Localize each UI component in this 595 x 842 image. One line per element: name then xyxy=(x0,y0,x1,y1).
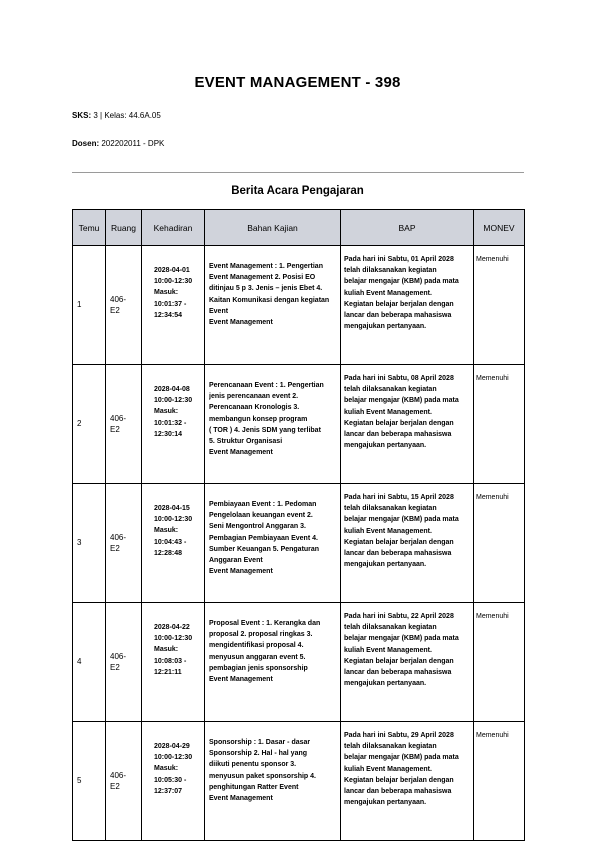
kehadiran-line: Masuk: xyxy=(154,646,179,654)
bap-line: Pada hari ini Sabtu, 08 April 2028 xyxy=(344,375,454,382)
bap-line: Pada hari ini Sabtu, 01 April 2028 xyxy=(344,256,454,263)
ruang-line: E2 xyxy=(110,425,120,434)
kehadiran-line: 2028-04-08 xyxy=(154,386,190,393)
table-row xyxy=(73,722,525,841)
cell-kehadiran xyxy=(142,722,205,841)
cell-ruang xyxy=(106,722,142,841)
cell-monev xyxy=(474,365,525,484)
bap-line: mengajukan pertanyaan. xyxy=(344,442,427,450)
table-row xyxy=(73,365,525,484)
ruang-line: E2 xyxy=(110,306,120,315)
bahan-line: menyusun paket sponsorship 4. xyxy=(209,772,316,780)
kehadiran-line: 10:01:37 - xyxy=(154,300,187,308)
kehadiran-line: 12:21:11 xyxy=(154,668,182,676)
bahan-line: penghitungan Ratter Event xyxy=(209,783,299,791)
bahan-line: Event Management xyxy=(209,568,273,576)
cell-temu: 4 xyxy=(73,603,106,722)
cell-ruang xyxy=(106,484,142,603)
kehadiran-line: 2028-04-01 xyxy=(154,267,190,274)
kehadiran-line: 2028-04-22 xyxy=(154,624,190,631)
sks-value: 3 | Kelas: 44.6A.05 xyxy=(93,111,161,120)
bap-line: lancar dan beberapa mahasiswa xyxy=(344,669,452,677)
cell-monev xyxy=(474,484,525,603)
bap-line: Pada hari ini Sabtu, 29 April 2028 xyxy=(344,732,454,739)
monev-status: Memenuhi xyxy=(476,256,509,263)
bap-line: kuliah Event Management. xyxy=(344,527,432,535)
ruang-line: 406- xyxy=(110,532,127,542)
bap-line: belajar mengajar (KBM) pada mata xyxy=(344,397,459,405)
kehadiran-line: Masuk: xyxy=(154,765,179,773)
cell-bap xyxy=(341,365,474,484)
bap-line: Pada hari ini Sabtu, 15 April 2028 xyxy=(344,494,454,501)
cell-bahan-kajian xyxy=(205,365,341,484)
bahan-line: Event Management xyxy=(209,449,273,457)
bap-line: Kegiatan belajar berjalan dengan xyxy=(344,300,454,308)
table-row xyxy=(73,484,525,603)
ruang-line: 406- xyxy=(110,413,127,423)
cell-bahan-kajian xyxy=(205,246,341,365)
sks-label: SKS: xyxy=(72,111,92,120)
ruang-line: 406- xyxy=(110,770,127,780)
cell-temu: 3 xyxy=(73,484,106,603)
kehadiran-line: 12:37:07 xyxy=(154,787,183,795)
cell-temu: 2 xyxy=(73,365,106,484)
bap-line: mengajukan pertanyaan. xyxy=(344,323,427,331)
bap-line: Kegiatan belajar berjalan dengan xyxy=(344,776,454,784)
dosen-label: Dosen: xyxy=(72,139,100,148)
bap-line: lancar dan beberapa mahasiswa xyxy=(344,312,452,320)
cell-bap xyxy=(341,722,474,841)
bap-line: mengajukan pertanyaan. xyxy=(344,561,427,569)
bap-line: kuliah Event Management. xyxy=(344,408,432,416)
header-temu: Temu xyxy=(73,210,106,246)
bahan-line: Event Management : 1. Pengertian xyxy=(209,263,323,270)
bahan-line: Event Management xyxy=(209,676,273,684)
bap-line: Kegiatan belajar berjalan dengan xyxy=(344,538,454,546)
cell-kehadiran xyxy=(142,246,205,365)
ruang-line: E2 xyxy=(110,782,120,791)
divider xyxy=(72,172,524,173)
kehadiran-line: 10:00-12:30 xyxy=(154,278,193,286)
cell-monev xyxy=(474,603,525,722)
bap-line: kuliah Event Management. xyxy=(344,289,432,297)
cell-bap xyxy=(341,603,474,722)
bahan-line: Anggaran Event xyxy=(209,557,263,565)
dosen-value: 202202011 - DPK xyxy=(101,139,165,148)
kehadiran-line: Masuk: xyxy=(154,527,179,535)
bahan-line: Event Management 2. Posisi EO xyxy=(209,274,316,282)
course-info xyxy=(72,111,161,120)
cell-monev xyxy=(474,246,525,365)
cell-kehadiran xyxy=(142,484,205,603)
cell-ruang xyxy=(106,603,142,722)
bahan-line: proposal 2. proposal ringkas 3. xyxy=(209,631,313,639)
kehadiran-line: 10:01:32 - xyxy=(154,419,187,427)
kehadiran-line: 10:00-12:30 xyxy=(154,397,193,405)
cell-bahan-kajian xyxy=(205,722,341,841)
cell-temu: 1 xyxy=(73,246,106,365)
monev-status: Memenuhi xyxy=(476,494,509,501)
bap-line: Kegiatan belajar berjalan dengan xyxy=(344,657,454,665)
bap-line: belajar mengajar (KBM) pada mata xyxy=(344,278,459,286)
bahan-line: Pembiayaan Event : 1. Pedoman xyxy=(209,501,317,508)
bahan-line: Kaitan Komunikasi dengan kegiatan xyxy=(209,296,330,304)
bahan-line: Perencanaan Event : 1. Pengertian xyxy=(209,382,324,389)
cell-bahan-kajian xyxy=(205,603,341,722)
kehadiran-line: 12:34:54 xyxy=(154,311,183,319)
cell-monev xyxy=(474,722,525,841)
cell-kehadiran xyxy=(142,603,205,722)
bahan-line: 5. Struktur Organisasi xyxy=(209,438,283,446)
table-body xyxy=(73,246,525,841)
bahan-line: Sumber Keuangan 5. Pengaturan xyxy=(209,545,320,553)
kehadiran-line: Masuk: xyxy=(154,408,179,416)
header-kehadiran: Kehadiran xyxy=(142,210,205,246)
monev-status: Memenuhi xyxy=(476,732,509,739)
bahan-line: ditinjau 5 p 3. Jenis – jenis Ebet 4. xyxy=(209,285,323,293)
bap-line: Pada hari ini Sabtu, 22 April 2028 xyxy=(344,613,454,620)
bap-line: telah dilaksanakan kegiatan xyxy=(344,624,437,632)
lecturer-info xyxy=(72,139,164,148)
bahan-line: Event Management xyxy=(209,795,273,803)
bap-line: kuliah Event Management. xyxy=(344,765,432,773)
bahan-line: Event Management xyxy=(209,319,273,327)
ruang-line: 406- xyxy=(110,294,127,304)
bap-line: kuliah Event Management. xyxy=(344,646,432,654)
kehadiran-line: Masuk: xyxy=(154,289,179,297)
cell-bap xyxy=(341,484,474,603)
bap-line: telah dilaksanakan kegiatan xyxy=(344,267,437,275)
bahan-line: Event xyxy=(209,307,229,315)
bahan-line: Proposal Event : 1. Kerangka dan xyxy=(209,620,321,627)
monev-status: Memenuhi xyxy=(476,613,509,620)
cell-ruang xyxy=(106,246,142,365)
bap-line: belajar mengajar (KBM) pada mata xyxy=(344,754,459,762)
bap-line: Kegiatan belajar berjalan dengan xyxy=(344,419,454,427)
bahan-line: Sponsorship : 1. Dasar - dasar xyxy=(209,739,311,746)
bahan-line: ( TOR ) 4. Jenis SDM yang terlibat xyxy=(209,426,321,434)
header-bahan-kajian: Bahan Kajian xyxy=(205,210,341,246)
bahan-line: diikuti penentu sponsor 3. xyxy=(209,761,297,769)
section-title: Berita Acara Pengajaran xyxy=(231,185,364,197)
bap-line: telah dilaksanakan kegiatan xyxy=(344,386,437,394)
bahan-line: membangun konsep program xyxy=(209,415,308,423)
bap-line: belajar mengajar (KBM) pada mata xyxy=(344,516,459,524)
table-header-row xyxy=(73,210,525,246)
table-row xyxy=(73,246,525,365)
bap-line: lancar dan beberapa mahasiswa xyxy=(344,550,452,558)
kehadiran-line: 2028-04-15 xyxy=(154,505,190,512)
ruang-line: E2 xyxy=(110,544,120,553)
cell-kehadiran xyxy=(142,365,205,484)
bahan-line: Sponsorship 2. Hal - hal yang xyxy=(209,750,308,758)
ruang-line: 406- xyxy=(110,651,127,661)
cell-temu: 5 xyxy=(73,722,106,841)
bahan-line: jenis perencanaan event 2. xyxy=(209,393,299,401)
kehadiran-line: 12:30:14 xyxy=(154,430,183,438)
cell-ruang xyxy=(106,365,142,484)
cell-bahan-kajian xyxy=(205,484,341,603)
cell-bap xyxy=(341,246,474,365)
bap-line: mengajukan pertanyaan. xyxy=(344,799,427,807)
bap-line: lancar dan beberapa mahasiswa xyxy=(344,431,452,439)
bahan-line: pembagian jenis sponsorship xyxy=(209,664,308,672)
bahan-line: Pembagian Pembiayaan Event 4. xyxy=(209,534,318,542)
header-bap: BAP xyxy=(341,210,474,246)
bap-line: belajar mengajar (KBM) pada mata xyxy=(344,635,459,643)
document-title: EVENT MANAGEMENT - 398 xyxy=(194,74,401,91)
teaching-report-table xyxy=(72,209,525,841)
bahan-line: menyusun anggaran event 5. xyxy=(209,653,306,661)
header-monev: MONEV xyxy=(474,210,525,246)
kehadiran-line: 10:04:43 - xyxy=(154,538,187,546)
bap-line: lancar dan beberapa mahasiswa xyxy=(344,788,452,796)
monev-status: Memenuhi xyxy=(476,375,509,382)
kehadiran-line: 2028-04-29 xyxy=(154,743,190,750)
kehadiran-line: 12:28:48 xyxy=(154,549,183,557)
table-row xyxy=(73,603,525,722)
kehadiran-line: 10:00-12:30 xyxy=(154,516,193,524)
bap-line: telah dilaksanakan kegiatan xyxy=(344,743,437,751)
header-ruang: Ruang xyxy=(106,210,142,246)
kehadiran-line: 10:08:03 - xyxy=(154,657,187,665)
kehadiran-line: 10:00-12:30 xyxy=(154,635,193,643)
kehadiran-line: 10:05:30 - xyxy=(154,776,187,784)
bap-line: telah dilaksanakan kegiatan xyxy=(344,505,437,513)
bahan-line: Perencanaan Kronologis 3. xyxy=(209,404,300,412)
bap-line: mengajukan pertanyaan. xyxy=(344,680,427,688)
kehadiran-line: 10:00-12:30 xyxy=(154,754,193,762)
bahan-line: Seni Mengontrol Anggaran 3. xyxy=(209,523,306,531)
ruang-line: E2 xyxy=(110,663,120,672)
bahan-line: Pengelolaan keuangan event 2. xyxy=(209,512,313,520)
bahan-line: mengidentifikasi proposal 4. xyxy=(209,642,304,650)
